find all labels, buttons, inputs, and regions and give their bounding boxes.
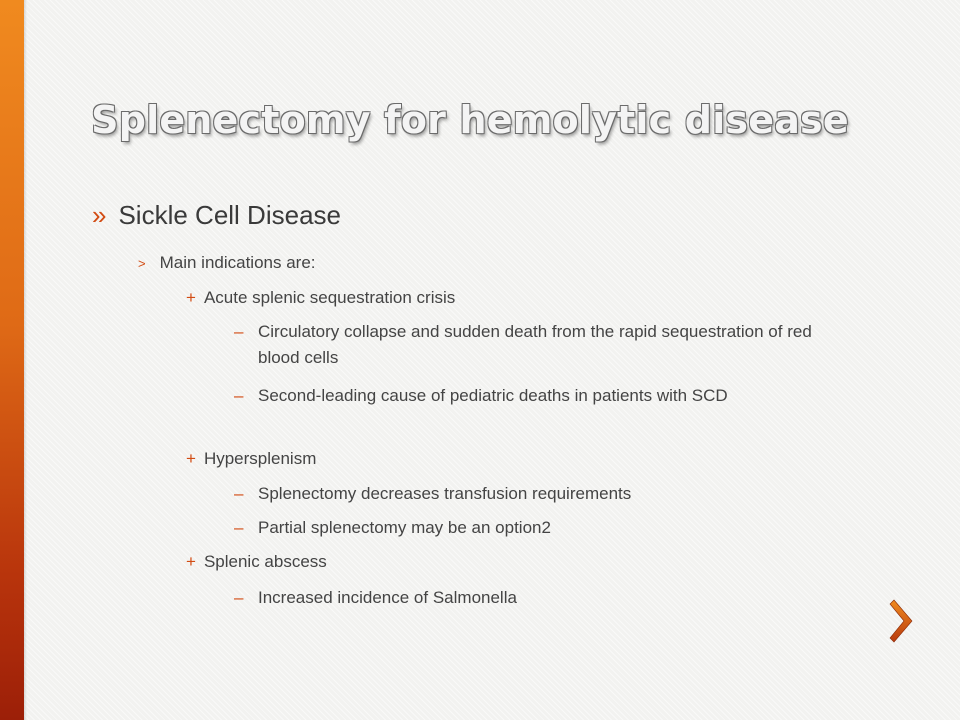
bullet-level4 — [234, 319, 858, 371]
bullet-marker: + — [186, 288, 196, 307]
bullet-text: Partial splenectomy may be an option2 — [258, 518, 551, 537]
bullet-level1 — [92, 200, 341, 231]
bullet-marker: » — [92, 200, 107, 230]
chevron-right-icon[interactable] — [888, 596, 918, 646]
bullet-text: Second-leading cause of pediatric deaths in patients with SCD — [258, 386, 728, 405]
bullet-marker: – — [234, 484, 244, 503]
bullet-level4 — [234, 585, 858, 611]
bullet-marker: > — [138, 256, 146, 271]
bullet-marker: – — [234, 322, 244, 341]
bullet-level3 — [186, 552, 327, 572]
bullet-marker: – — [234, 518, 244, 537]
bullet-marker: – — [234, 386, 244, 405]
bullet-marker: + — [186, 449, 196, 468]
slide-title: Splenectomy for hemolytic disease — [91, 98, 849, 142]
bullet-level2 — [138, 253, 316, 273]
chevron-right-icon-graphic — [888, 596, 918, 646]
bullet-level4 — [234, 481, 858, 507]
bullet-level3 — [186, 288, 455, 308]
bullet-text: Circulatory collapse and sudden death from the rapid sequestration of red blood cells — [258, 322, 812, 367]
bullet-text: Acute splenic sequestration crisis — [203, 288, 456, 307]
bullet-text: Hypersplenism — [203, 449, 317, 468]
bullet-text: Splenic abscess — [203, 552, 327, 571]
bullet-text: Main indications are: — [159, 253, 316, 272]
bullet-text: Sickle Cell Disease — [118, 200, 341, 230]
bullet-level3 — [186, 449, 316, 469]
bullet-text: Splenectomy decreases transfusion requirements — [258, 484, 632, 503]
bullet-marker: – — [234, 588, 244, 607]
bullet-level4 — [234, 515, 858, 541]
bullet-level4 — [234, 383, 858, 409]
bullet-text: Increased incidence of Salmonella — [258, 588, 517, 607]
bullet-marker: + — [186, 552, 196, 571]
